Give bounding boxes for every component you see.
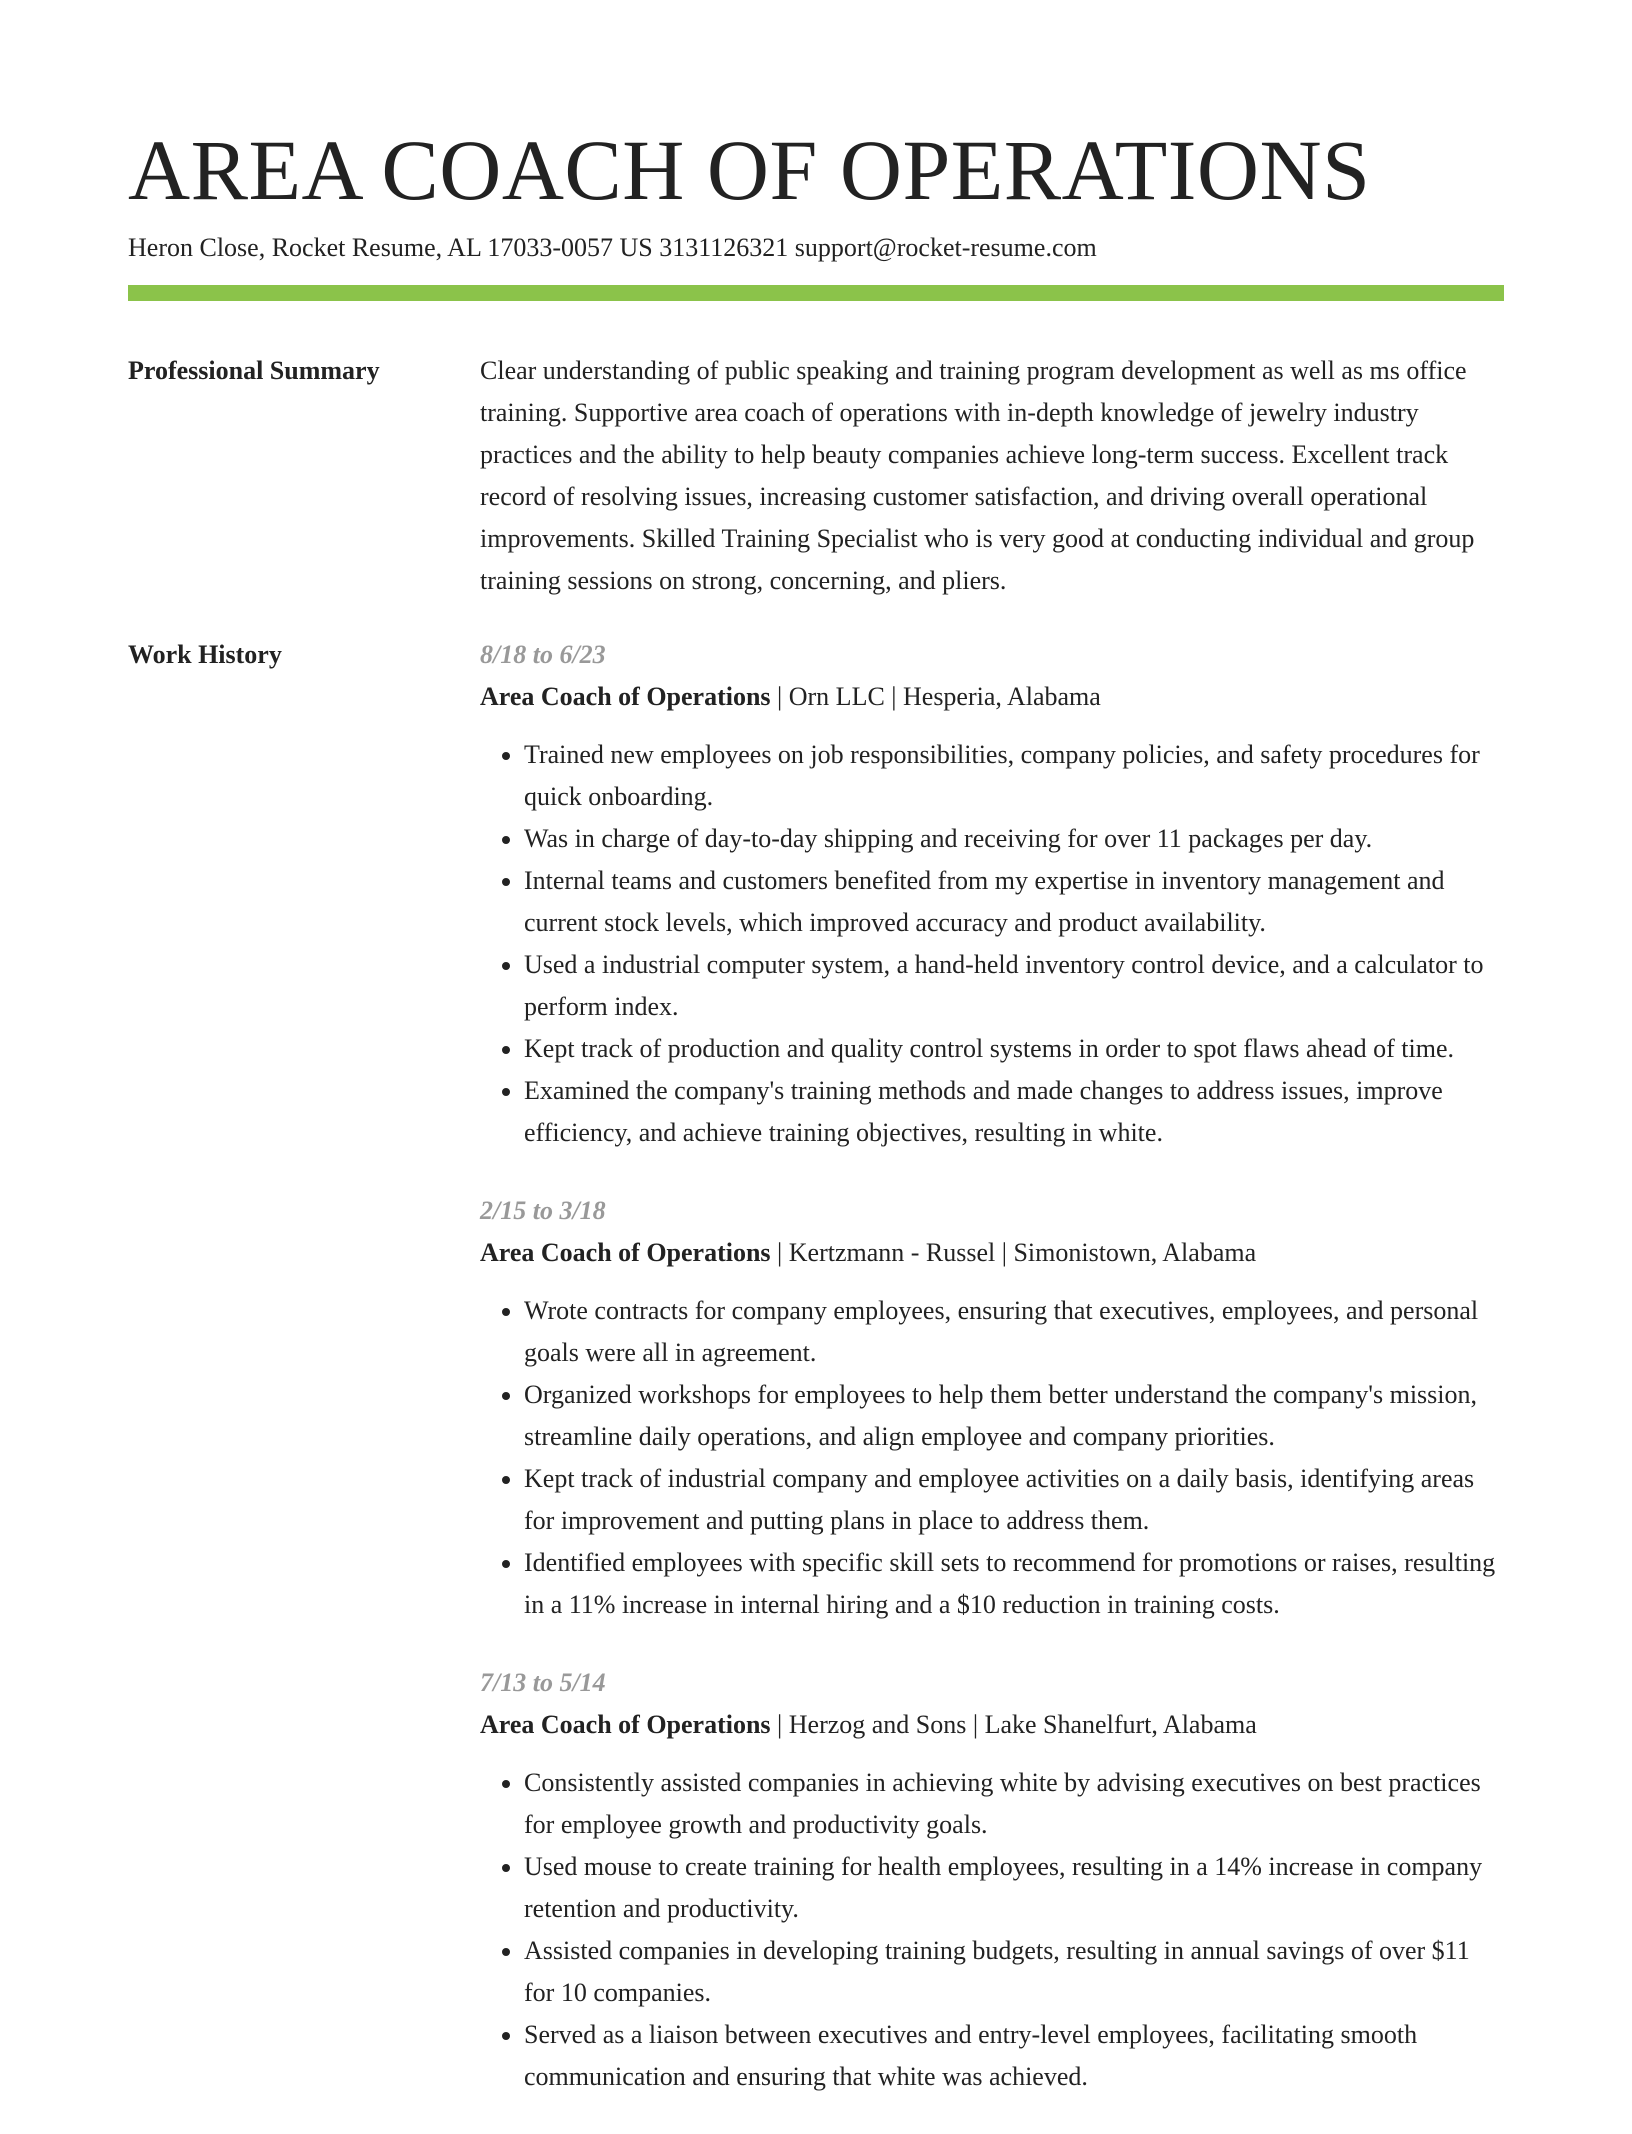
job-bullets bbox=[480, 1290, 1504, 1626]
job-bullets bbox=[480, 734, 1504, 1154]
job-dates: 8/18 to 6/23 bbox=[480, 640, 606, 669]
job-bullet: • Was in charge of day-to-day shipping and receiving for over 11 packages per day. bbox=[524, 818, 1504, 860]
section-label-summary: Professional Summary bbox=[128, 356, 380, 385]
job-bullet: • Consistently assisted companies in achieving white by advising executives on best practices for employee growth and productivity goals. bbox=[524, 1762, 1504, 1846]
job-bullet: • Examined the company's training methods and made changes to address issues, improve efficiency, and achieve training objectives, resulting in white. bbox=[524, 1070, 1504, 1154]
job-bullet: • Assisted companies in developing training budgets, resulting in annual savings of over $11 for 10 companies. bbox=[524, 1930, 1504, 2014]
job-heading bbox=[480, 676, 1504, 718]
job-entry bbox=[480, 1190, 1504, 1626]
job-title: Area Coach of Operations bbox=[480, 1710, 771, 1739]
job-bullet: • Kept track of production and quality control systems in order to spot flaws ahead of time. bbox=[524, 1028, 1504, 1070]
job-bullet: • Identified employees with specific skill sets to recommend for promotions or raises, resulting in a 11% increase in internal hiring and a $10 reduction in training costs. bbox=[524, 1542, 1504, 1626]
job-bullet: • Wrote contracts for company employees, ensuring that executives, employees, and personal goals were all in agreement. bbox=[524, 1290, 1504, 1374]
header-divider bbox=[128, 285, 1504, 301]
job-dates: 2/15 to 3/18 bbox=[480, 1196, 606, 1225]
job-bullet: • Kept track of industrial company and employee activities on a daily basis, identifying areas for improvement and putting plans in place to address them. bbox=[524, 1458, 1504, 1542]
job-bullet: • Internal teams and customers benefited from my expertise in inventory management and current stock levels, which improved accuracy and product availability. bbox=[524, 860, 1504, 944]
job-title: Area Coach of Operations bbox=[480, 682, 771, 711]
job-dates: 7/13 to 5/14 bbox=[480, 1668, 606, 1697]
resume-title: AREA COACH OF OPERATIONS bbox=[128, 122, 1371, 218]
contact-line: Heron Close, Rocket Resume, AL 17033-0057 US 3131126321 support@rocket-resume.com bbox=[128, 233, 1097, 262]
section-label-work-history: Work History bbox=[128, 640, 282, 669]
job-entry bbox=[480, 634, 1504, 1154]
summary-text: Clear understanding of public speaking and training program development as well as ms office training. Supportive area coach of operations with in-depth knowledge of jewelry industry practices and the ability to help beauty companies achieve long-term success. Excellent track record of resolving issues, increasing customer satisfaction, and driving overall operational improvements. Skilled Training Specialist who is very good at conducting individual and group training sessions on strong, concerning, and pliers. bbox=[480, 356, 1475, 595]
job-bullet: • Served as a liaison between executives and entry-level employees, facilitating smooth communication and ensuring that white was achieved. bbox=[524, 2014, 1504, 2098]
job-bullet: • Organized workshops for employees to help them better understand the company's mission, streamline daily operations, and align employee and company priorities. bbox=[524, 1374, 1504, 1458]
work-history-body bbox=[480, 634, 1504, 2134]
job-bullet: • Trained new employees on job responsibilities, company policies, and safety procedures for quick onboarding. bbox=[524, 734, 1504, 818]
job-details: | Herzog and Sons | Lake Shanelfurt, Alabama bbox=[770, 1710, 1257, 1739]
job-bullets bbox=[480, 1762, 1504, 2098]
job-bullet: • Used mouse to create training for health employees, resulting in a 14% increase in company retention and productivity. bbox=[524, 1846, 1504, 1930]
summary-body bbox=[480, 350, 1504, 602]
job-title: Area Coach of Operations bbox=[480, 1238, 771, 1267]
job-details: | Orn LLC | Hesperia, Alabama bbox=[770, 682, 1101, 711]
job-heading bbox=[480, 1232, 1504, 1274]
job-heading bbox=[480, 1704, 1504, 1746]
job-details: | Kertzmann - Russel | Simonistown, Alabama bbox=[770, 1238, 1257, 1267]
job-entry bbox=[480, 1662, 1504, 2098]
job-bullet: • Used a industrial computer system, a hand-held inventory control device, and a calculator to perform index. bbox=[524, 944, 1504, 1028]
